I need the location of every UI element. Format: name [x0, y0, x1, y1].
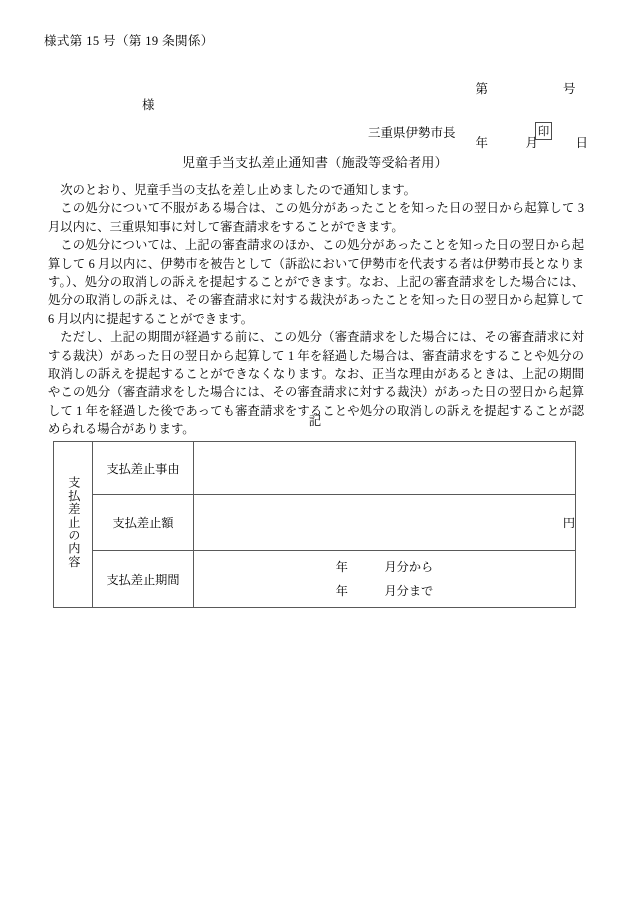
- row-label-amount: 支払差止額: [93, 495, 194, 551]
- suspension-details-table: [53, 441, 576, 608]
- body-paragraph-1: 次のとおり、児童手当の支払を差し止めましたので通知します。: [60, 183, 416, 197]
- body-paragraph-4: ただし、上記の期間が経過する前に、この処分（審査請求をした場合には、その審査請求に対する裁決）があった日の翌日から起算して 1 年を経過した場合は、審査請求をすることや処分の取消しの訴えを提起することができなくなります。なお、正当な理由があるときは、上記の期間やこの処分（審査請求をした場合には、その審査請求に対する裁決）があった日の翌日から起算して 1 年を経過した後であっても審査請求をすることや処分の取消しの訴えを提起することが認められる場合があります。: [48, 330, 584, 437]
- row-value-amount[interactable]: 円: [194, 495, 576, 551]
- body-paragraph-3: この処分については、上記の審査請求のほか、この処分があったことを知った日の翌日から起算して 6 月以内に、伊勢市を被告として（訴訟において伊勢市を代表する者は伊勢市長となります。）、処分の取消しの訴えを提起することができます。なお、上記の審査請求をした場合には、処分の取消しの訴えは、その審査請求に対する裁決があったことを知った日の翌日から起算して 6 月以内に提起することができます。: [48, 238, 584, 326]
- period-end-line: 年 月分まで: [335, 584, 434, 598]
- form-number: 様式第 15 号（第 19 条関係）: [44, 34, 214, 48]
- table-row: [54, 495, 576, 551]
- table-row: [54, 551, 576, 608]
- row-value-reason[interactable]: [194, 442, 576, 495]
- period-start-line: 年 月分から: [335, 560, 434, 574]
- seal-stamp-box: 印: [535, 122, 552, 140]
- row-label-period: 支払差止期間: [93, 551, 194, 608]
- row-value-period[interactable]: [194, 551, 576, 608]
- document-date-line: 年 月 日: [475, 136, 588, 150]
- table-row: [54, 442, 576, 495]
- vertical-section-label-text: 支払差止の内容: [66, 476, 81, 569]
- addressee-honorific: 様: [142, 98, 155, 112]
- document-body: [48, 181, 584, 439]
- issuer-name: 三重県伊勢市長: [368, 126, 456, 140]
- document-title: 児童手当支払差止通知書（施設等受給者用）: [181, 155, 448, 170]
- vertical-section-label: [54, 442, 93, 608]
- row-label-reason: 支払差止事由: [93, 442, 194, 495]
- body-paragraph-2: この処分について不服がある場合は、この処分があったことを知った日の翌日から起算して 3 月以内に、三重県知事に対して審査請求をすることができます。: [48, 201, 584, 234]
- ki-marker: 記: [308, 414, 322, 428]
- document-number-line: 第 号: [475, 82, 576, 96]
